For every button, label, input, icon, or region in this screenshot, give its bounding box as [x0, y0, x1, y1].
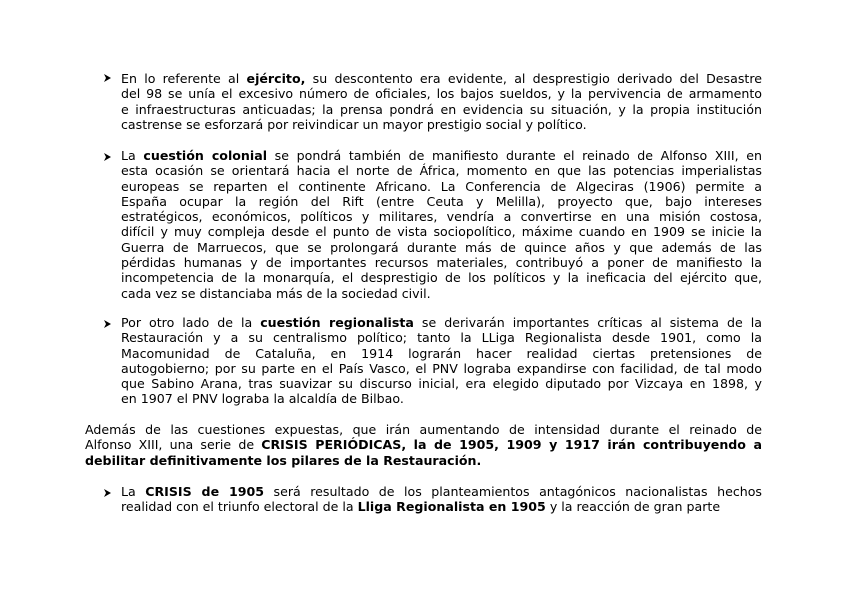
text-segment: realidad con el triunfo electoral de la: [121, 499, 358, 515]
text-segment: del 98 se unía el excesivo número de oficiales, los bajos sueldos, y la pervivencia de armamento: [121, 86, 762, 102]
bold-text-segment: ejército,: [246, 71, 306, 86]
bullet-paragraph-army: [121, 71, 762, 132]
text-segment: Restauración y a su centralismo político; tanto la LLiga Regionalista desde 1901, como la: [121, 330, 762, 346]
text-line: [121, 499, 762, 514]
arrowhead-bullet-icon: [103, 152, 113, 164]
bold-text-segment: CRISIS PERIÓDICAS, la de 1905, 1909 y 1917 irán contribuyendo a: [261, 437, 762, 453]
text-segment: será resultado de los planteamientos antagónicos nacionalistas hechos: [264, 484, 762, 499]
text-line: [121, 361, 762, 376]
text-segment: La: [121, 148, 144, 163]
bold-text-segment: Lliga Regionalista en 1905: [357, 499, 546, 515]
text-line: [121, 376, 762, 391]
text-segment: esta ocasión se orientará hacia el norte de África, momento en que las potencias imperialistas: [121, 163, 762, 179]
bold-text-segment: cuestión regionalista: [260, 315, 414, 330]
text-segment: incompetencia de la monarquía, el desprestigio de los políticos y la ineficacia del ejército que,: [121, 270, 762, 286]
text-line: [121, 346, 762, 361]
text-segment: La: [121, 484, 146, 499]
text-segment: su descontento era evidente, al desprestigio derivado del Desastre: [305, 71, 762, 86]
text-segment: y la reacción de gran parte: [545, 499, 721, 515]
arrowhead-bullet-icon: [103, 488, 113, 500]
arrowhead-bullet-icon: [103, 73, 113, 85]
text-segment: europeas se reparten el continente Africano. La Conferencia de Algeciras (1906) permite a: [121, 178, 762, 194]
text-segment: castrense se esforzará por reivindicar un mayor prestigio social y político.: [121, 116, 587, 132]
text-segment: e infraestructuras anticuadas; la prensa pondrá en evidencia su situación, y la propia institución: [121, 101, 762, 117]
arrowhead-bullet-icon: [103, 319, 113, 331]
text-line: [121, 179, 762, 194]
paragraph-crisis-intro: [85, 422, 762, 468]
text-line: [121, 117, 762, 132]
text-line: [121, 86, 762, 101]
text-segment: en 1907 el PNV lograba la alcaldía de Bilbao.: [121, 391, 404, 407]
text-line: [121, 209, 762, 224]
text-line: [121, 240, 762, 255]
text-segment: En lo referente al: [121, 71, 247, 86]
text-line: [121, 224, 762, 239]
text-line: [121, 330, 762, 345]
bold-text-segment: CRISIS de 1905: [145, 484, 265, 499]
bold-text-segment: debilitar definitivamente los pilares de la Restauración.: [85, 452, 482, 468]
text-line: [121, 270, 762, 285]
text-line: [121, 255, 762, 270]
text-segment: Por otro lado de la: [121, 315, 261, 330]
text-segment: se pondrá también de manifiesto durante el reinado de Alfonso XIII, en: [267, 148, 762, 163]
text-segment: cada vez se distanciaba más de la sociedad civil.: [121, 285, 431, 301]
text-line: [121, 286, 762, 301]
text-segment: España ocupar la región del Rift (entre Ceuta y Melilla), proyecto que, bajo intereses: [121, 193, 762, 209]
bullet-paragraph-crisis-1905: [121, 484, 762, 515]
text-segment: difícil y muy compleja desde el punto de vista sociopolítico, máxime cuando en 1909 se inicie la: [121, 224, 762, 240]
bullet-paragraph-colonial: [121, 148, 762, 301]
text-segment: Guerra de Marruecos, que se prolongará durante más de quince años y que además de las: [121, 239, 762, 255]
text-segment: autogobierno; por su parte en el País Vasco, el PNV lograba expandirse con facilidad, de tal modo: [121, 360, 762, 376]
text-segment: se derivarán importantes críticas al sistema de la: [413, 315, 762, 330]
text-segment: Además de las cuestiones expuestas, que irán aumentando de intensidad durante el reinado de: [85, 422, 762, 437]
bold-text-segment: cuestión colonial: [143, 148, 268, 163]
text-segment: Macomunidad de Cataluña, en 1914 lograrán hacer realidad ciertas pretensiones de: [121, 345, 762, 361]
text-line: [85, 453, 762, 468]
text-segment: Alfonso XIII, una serie de: [85, 437, 262, 453]
text-line: [85, 437, 762, 452]
text-line: [121, 194, 762, 209]
text-line: [121, 315, 762, 330]
text-line: [121, 71, 762, 86]
text-segment: pérdidas humanas y de importantes recursos materiales, contribuyó a poner de manifiesto la: [121, 255, 762, 271]
text-segment: que Sabino Arana, tras suavizar su discurso inicial, era elegido diputado por Vizcaya en 1898, y: [121, 376, 762, 392]
text-line: [85, 422, 762, 437]
text-segment: estratégicos, económicos, políticos y militares, vendría a convertirse en una misión costosa,: [121, 209, 762, 225]
bullet-paragraph-regionalist: [121, 315, 762, 407]
text-line: [121, 163, 762, 178]
text-line: [121, 484, 762, 499]
text-line: [121, 148, 762, 163]
text-line: [121, 391, 762, 406]
text-line: [121, 102, 762, 117]
